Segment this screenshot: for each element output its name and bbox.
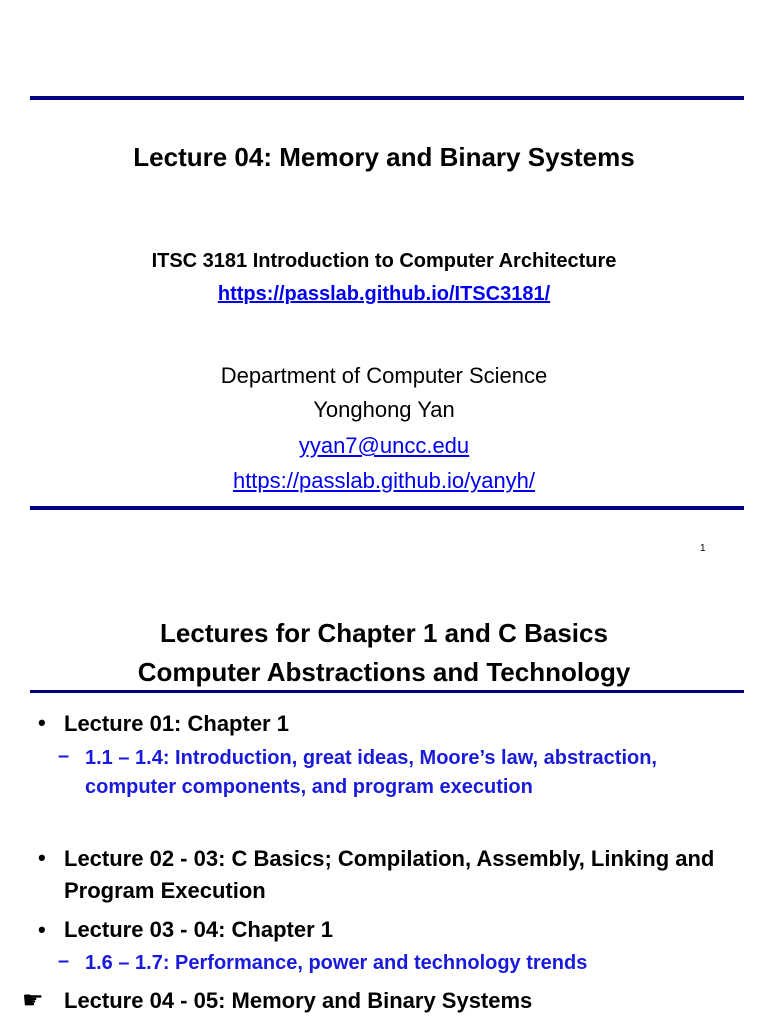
page-number: 1 [700, 543, 706, 554]
course-link[interactable]: https://passlab.github.io/ITSC3181/ [217, 283, 551, 305]
pointing-hand-icon: ☛ [22, 987, 44, 1014]
sub-bullet-dash: – [58, 745, 70, 767]
top-divider [30, 96, 744, 100]
slide-title: Lecture 04: Memory and Binary Systems [133, 142, 635, 172]
department: Department of Computer Science [220, 363, 548, 388]
homepage-container [0, 468, 768, 494]
sub-list-item: 1.6 – 1.7: Performance, power and technology trends [85, 952, 588, 974]
list-item: Lecture 03 - 04: Chapter 1 [64, 917, 333, 942]
bullet-marker: • [38, 845, 46, 870]
sub-list-item: 1.1 – 1.4: Introduction, great ideas, Moore’s law, abstraction, computer components, and program execution [85, 747, 657, 798]
list-item: Lecture 02 - 03: C Basics; Compilation, Assembly, Linking and Program Execution [64, 846, 715, 903]
email-container [0, 433, 768, 459]
list-item-current: Lecture 04 - 05: Memory and Binary Systems [64, 988, 533, 1013]
course-name: ITSC 3181 Introduction to Computer Architecture [151, 250, 617, 272]
sub-bullet-dash: – [58, 950, 70, 972]
course-link-container [0, 283, 768, 306]
email-link[interactable]: yyan7@uncc.edu [298, 433, 470, 458]
homepage-link[interactable]: https://passlab.github.io/yanyh/ [232, 468, 536, 493]
list-item: Lecture 01: Chapter 1 [64, 711, 289, 736]
bullet-marker: • [38, 917, 46, 942]
bullet-marker: • [38, 710, 46, 735]
bottom-divider [30, 506, 744, 510]
slide2-divider [30, 690, 744, 693]
instructor-name: Yonghong Yan [313, 397, 455, 422]
slide2-title-line1: Lectures for Chapter 1 and C Basics [160, 618, 608, 648]
slide2-title-line2: Computer Abstractions and Technology [137, 657, 631, 687]
